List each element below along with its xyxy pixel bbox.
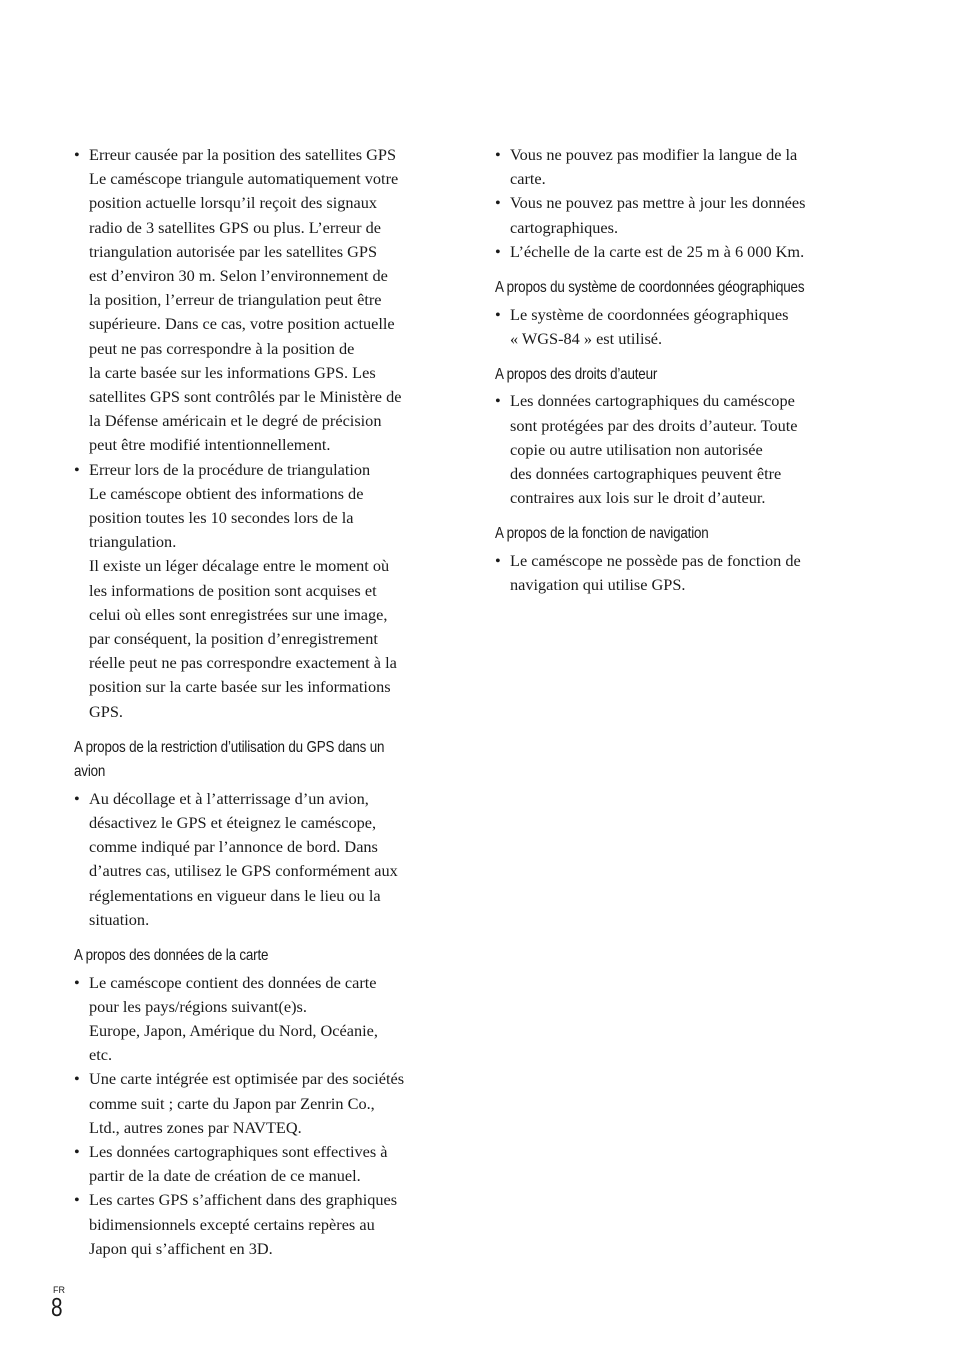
text-line: Le caméscope triangule automatiquement votre <box>89 169 399 189</box>
list-item <box>495 240 855 264</box>
bullet-icon: • <box>74 459 80 479</box>
text-line: bidimensionnels excepté certains repères au <box>89 1214 375 1234</box>
bullet-icon: • <box>74 1142 80 1162</box>
text-line: radio de 3 satellites GPS ou plus. L’erreur de <box>89 217 381 237</box>
text-line: position sur la carte basée sur les informations <box>89 677 391 697</box>
bullet-icon: • <box>495 241 501 261</box>
map-limits-list <box>495 143 855 264</box>
text-line: pour les pays/régions suivant(e)s. <box>89 996 307 1016</box>
bullet-icon: • <box>74 1069 80 1089</box>
list-item <box>74 1188 446 1261</box>
bullet-icon: • <box>74 1190 80 1210</box>
text-line: Le caméscope obtient des informations de <box>89 483 364 503</box>
text-line: supérieure. Dans ce cas, votre position actuelle <box>89 314 395 334</box>
text-line: réelle peut ne pas correspondre exactement à la <box>89 653 397 673</box>
text-line: navigation qui utilise GPS. <box>510 575 686 595</box>
text-line: celui où elles sont enregistrées sur une image, <box>89 604 388 624</box>
page-number: 8 <box>51 1292 63 1322</box>
text-line: Le caméscope ne possède pas de fonction de <box>510 550 801 570</box>
text-line: triangulation autorisée par les satellites GPS <box>89 241 378 261</box>
text-line: « WGS-84 » est utilisé. <box>510 328 663 348</box>
text-line: d’autres cas, utilisez le GPS conformément aux <box>89 861 398 881</box>
text-line: Une carte intégrée est optimisée par des sociétés <box>89 1069 405 1089</box>
text-line: la position, l’erreur de triangulation peut être <box>89 290 382 310</box>
text-line: par conséquent, la position d’enregistrement <box>89 629 378 649</box>
text-line: sont protégées par des droits d’auteur. Toute <box>510 415 798 435</box>
text-line: Erreur lors de la procédure de triangulation <box>89 459 371 479</box>
bullet-icon: • <box>74 145 80 164</box>
text-line: Le système de coordonnées géographiques <box>510 304 789 324</box>
heading-plane-restriction: A propos de la restriction d’utilisation du GPS dans un avion <box>74 738 385 781</box>
navigation-list <box>495 549 855 597</box>
text-line: position toutes les 10 secondes lors de la <box>89 508 354 528</box>
text-line: Le caméscope contient des données de carte <box>89 972 377 992</box>
text-line: réglementations en vigueur dans le lieu ou la <box>89 885 381 905</box>
list-item <box>74 971 446 1068</box>
text-line: Europe, Japon, Amérique du Nord, Océanie, <box>89 1021 378 1040</box>
text-line: partir de la date de création de ce manuel. <box>89 1166 361 1186</box>
text-line: est d’environ 30 m. Selon l’environnement de <box>89 266 388 286</box>
list-item <box>495 303 855 351</box>
text-line: les informations de position sont acquises et <box>89 580 377 600</box>
text-line: contraires aux lois sur le droit d’auteur. <box>510 488 766 508</box>
text-line: Les données cartographiques du caméscope <box>510 391 795 411</box>
text-line: carte. <box>510 169 546 189</box>
text-line: comme suit ; carte du Japon par Zenrin Co., <box>89 1093 375 1113</box>
list-item <box>74 458 446 724</box>
heading-copyright: A propos des droits d’auteur <box>495 365 658 383</box>
text-line: Vous ne pouvez pas modifier la langue de la <box>510 145 798 164</box>
right-column <box>495 143 855 597</box>
text-line: désactivez le GPS et éteignez le caméscope, <box>89 813 377 833</box>
text-line: GPS. <box>89 701 123 721</box>
text-line: position actuelle lorsqu’il reçoit des signaux <box>89 193 378 213</box>
text-line: triangulation. <box>89 532 177 552</box>
heading-map-data: A propos des données de la carte <box>74 947 269 965</box>
text-line: Japon qui s’affichent en 3D. <box>89 1238 273 1258</box>
page-language-code: FR <box>53 1285 65 1295</box>
bullet-icon: • <box>495 391 501 411</box>
map-data-list <box>74 971 446 1261</box>
text-line: Les données cartographiques sont effectives à <box>89 1142 388 1162</box>
list-item <box>495 549 855 597</box>
text-line: la carte basée sur les informations GPS. Les <box>89 362 376 382</box>
list-item <box>74 143 446 458</box>
text-line: Erreur causée par la position des satellites GPS <box>89 145 396 164</box>
plane-list <box>74 787 446 932</box>
text-line: etc. <box>89 1045 113 1065</box>
text-line: la Défense américain et le degré de précision <box>89 411 382 431</box>
list-item <box>495 191 855 239</box>
text-line: cartographiques. <box>510 217 619 237</box>
text-line: Au décollage et à l’atterrissage d’un avion, <box>89 788 369 808</box>
text-line: Vous ne pouvez pas mettre à jour les données <box>510 193 806 213</box>
list-item <box>74 1140 446 1188</box>
text-line: peut être modifié intentionnellement. <box>89 435 331 455</box>
text-line: Les cartes GPS s’affichent dans des graphiques <box>89 1190 398 1210</box>
list-item <box>74 787 446 932</box>
bullet-icon: • <box>74 972 80 992</box>
list-item <box>495 389 855 510</box>
text-line: copie ou autre utilisation non autorisée <box>510 439 763 459</box>
gps-error-list <box>74 143 446 724</box>
left-column <box>74 143 446 1261</box>
text-line: Il existe un léger décalage entre le moment où <box>89 556 390 576</box>
text-line: situation. <box>89 909 150 929</box>
text-line: satellites GPS sont contrôlés par le Ministère de <box>89 387 402 407</box>
bullet-icon: • <box>495 145 501 164</box>
text-line: L’échelle de la carte est de 25 m à 6 000 Km. <box>510 241 805 261</box>
coordinate-list <box>495 303 855 351</box>
bullet-icon: • <box>495 304 501 324</box>
list-item <box>495 143 855 191</box>
heading-coordinate-system: A propos du système de coordonnées géographiques <box>495 279 805 297</box>
copyright-list <box>495 389 855 510</box>
bullet-icon: • <box>495 550 501 570</box>
bullet-icon: • <box>74 788 80 808</box>
heading-navigation: A propos de la fonction de navigation <box>495 525 709 543</box>
text-line: des données cartographiques peuvent être <box>510 464 782 484</box>
text-line: comme indiqué par l’annonce de bord. Dans <box>89 837 378 857</box>
text-line: Ltd., autres zones par NAVTEQ. <box>89 1117 302 1137</box>
bullet-icon: • <box>495 193 501 213</box>
list-item <box>74 1067 446 1140</box>
text-line: peut ne pas correspondre à la position de <box>89 338 355 358</box>
